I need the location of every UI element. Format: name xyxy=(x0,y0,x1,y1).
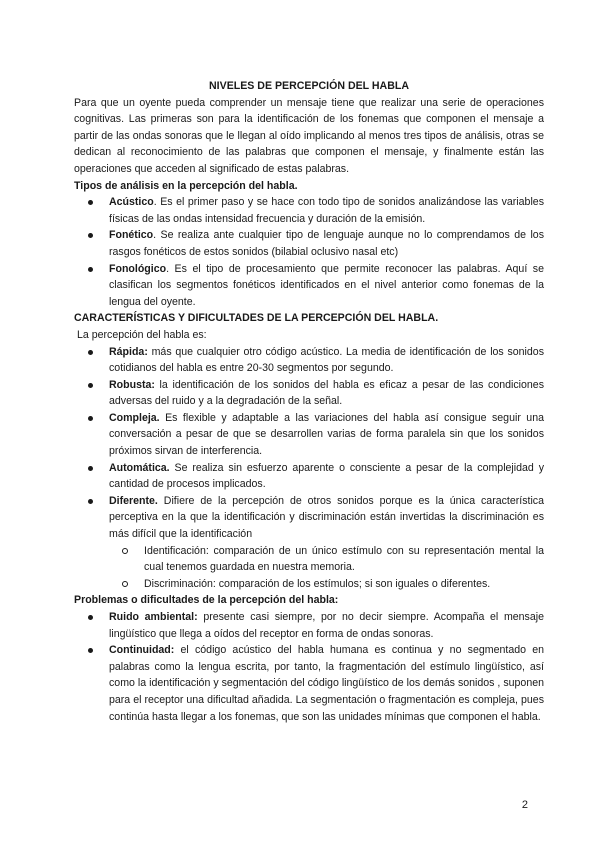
page-number: 2 xyxy=(521,799,528,811)
section-lead: La percepción del habla es: xyxy=(77,328,207,341)
item-text: . Es el primer paso y se hace con todo tipo de sonidos analizándose las variables físicas de las ondas intensidad frecuencia y duración de la emisión. xyxy=(109,196,544,225)
sub-list xyxy=(109,543,544,593)
item-term: Ruido ambiental: xyxy=(109,611,198,623)
list-item xyxy=(74,377,544,410)
item-term: Continuidad: xyxy=(109,644,175,657)
list-item xyxy=(74,493,544,593)
analysis-types-list xyxy=(74,194,544,310)
section-heading-characteristics: CARACTERÍSTICAS Y DIFICULTADES DE LA PERCEPCIÓN DEL HABLA. xyxy=(74,312,439,325)
list-item xyxy=(74,410,544,460)
item-term: Rápida: xyxy=(109,345,148,358)
sub-list-item: Identificación: comparación de un único estímulo con su representación mental la cual tenemos guardada en nuestra memoria. xyxy=(109,543,544,576)
section-heading-problems: Problemas o dificultades de la percepción del habla: xyxy=(74,594,339,607)
list-item xyxy=(74,227,544,260)
item-term: Fonético xyxy=(109,229,154,242)
item-text: Es flexible y adaptable a las variaciones del habla así consigue seguir una conversación a pesar de que se desarrollen varias de forma paralela sin que los sonidos próximos sirvan de interferencia. xyxy=(109,411,544,458)
page-title: NIVELES DE PERCEPCIÓN DEL HABLA xyxy=(209,80,409,92)
list-item xyxy=(74,261,544,311)
sub-list-item: Discriminación: comparación de los estímulos; si son iguales o diferentes. xyxy=(109,576,544,593)
item-term: Fonológico xyxy=(109,262,167,275)
item-term: Diferente. xyxy=(109,494,158,507)
item-text: Se realiza sin esfuerzo aparente o consciente a pesar de la complejidad y cantidad de procesos implicados. xyxy=(109,461,544,491)
item-text: más que cualquier otro código acústico. La media de identificación de los sonidos cotidianos del habla es entre 20-30 segmentos por segundo. xyxy=(109,345,544,375)
intro-paragraph: Para que un oyente pueda comprender un mensaje tiene que realizar una serie de operaciones cognitivas. Las primeras son para la identificación de los fonemas que componen el mensaje a partir de las ondas sonoras que le llegan al oído implicando al menos tres tipos de análisis, otras se dedican al reconocimiento de las palabras que componen el mensaje, y finalmente están las operaciones que acceden al significado de estas palabras. xyxy=(74,96,544,175)
characteristics-list xyxy=(74,344,544,593)
item-text: el código acústico del habla humana es continua y no segmentado en palabras como la lengua escrita, por tanto, la fragmentación del estímulo lingüístico, así como la identificación y segmentación del código lingüístico de los demás sonidos , suponen para el receptor una dificultad añadida. La segmentación o fragmentación es compleja, pues continúa hasta llegar a los fonemas, que son las unidades mínimas que componen el habla. xyxy=(109,644,544,723)
list-item xyxy=(74,344,544,377)
section-heading-types: Tipos de análisis en la percepción del habla. xyxy=(74,179,298,192)
list-item xyxy=(74,460,544,493)
item-term: Robusta: xyxy=(109,378,155,391)
list-item xyxy=(74,642,544,725)
list-item xyxy=(74,609,544,642)
document-body xyxy=(74,78,544,725)
problems-list xyxy=(74,609,544,725)
item-text: Difiere de la percepción de otros sonidos porque es la única característica perceptiva en la que la identificación y discriminación están invertidas la discriminación es más difícil que la identificación xyxy=(109,494,544,541)
item-text: . Es el tipo de procesamiento que permite reconocer las palabras. Aquí se clasifican los segmentos fonéticos identificados en el nivel anterior como fonemas de la lengua del oyente. xyxy=(109,262,544,308)
item-text: la identificación de los sonidos del habla es eficaz a pesar de las condiciones adversas del ruido y a la degradación de la señal. xyxy=(109,378,544,408)
item-text: presente casi siempre, por no decir siempre. Acompaña el mensaje lingüístico que llega a oídos del receptor en forma de ondas sonoras. xyxy=(109,611,544,640)
item-term: Compleja. xyxy=(109,411,160,424)
item-term: Acústico xyxy=(109,196,154,209)
list-item xyxy=(74,194,544,227)
item-text: . Se realiza ante cualquier tipo de lenguaje aunque no lo comprendamos de los rasgos fonéticos de estos sonidos (bilabial oclusivo nasal etc) xyxy=(109,229,544,258)
item-term: Automática. xyxy=(109,461,170,474)
